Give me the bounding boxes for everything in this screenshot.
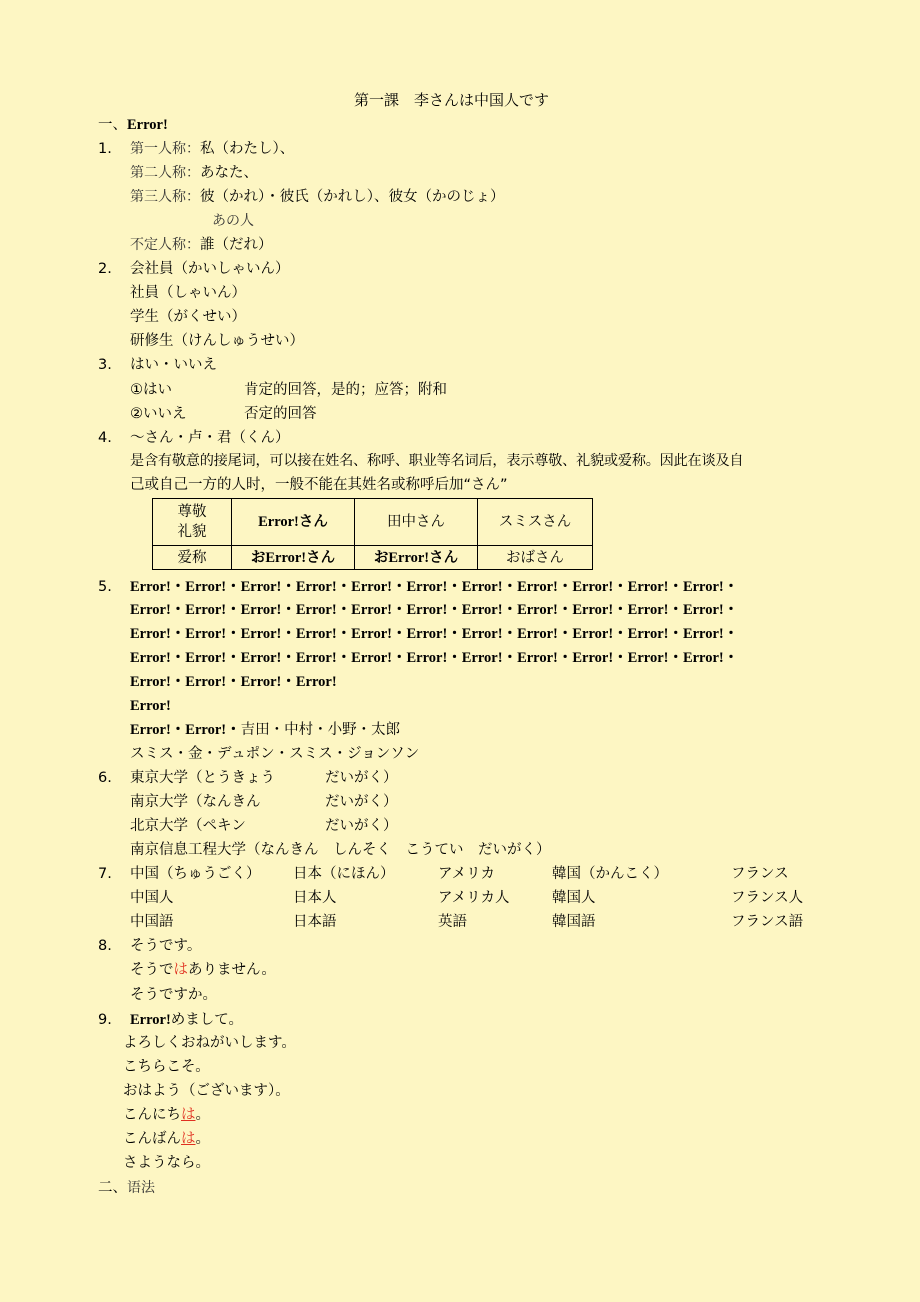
item-1-row-5 (130, 235, 273, 255)
pronoun-label: 不定人称： (130, 237, 200, 253)
item-4-heading: ～さん・卢・君（くん） (130, 430, 290, 446)
item-3-word-a: ①はい (130, 382, 172, 398)
item-4-number: 4. (98, 430, 112, 446)
item-5-line: Error!・Error!・Error!・Error!・Error!・Error!・Error!・Error!・Error!・Error!・Error!・ (130, 650, 739, 666)
item-1-row-1 (130, 139, 294, 159)
item-9-line (130, 1010, 243, 1030)
item-8-line: そうです。 (130, 938, 202, 954)
pronoun-text: あなた、 (200, 165, 258, 181)
nationality-word: 韓国人 (552, 890, 596, 906)
item-8-line: そうですか。 (130, 987, 217, 1003)
item-5-names: 吉田・中村・小野・太郎 (240, 722, 401, 738)
item-6-number: 6. (98, 770, 112, 786)
item-9-line (123, 1105, 210, 1125)
page-title: 第一課 李さんは中国人です (354, 91, 550, 109)
highlighted-particle: は (181, 1131, 196, 1147)
item-4-description: 己或自己一方的人时，一般不能在其姓名或称呼后加“さん” (130, 477, 508, 493)
item-3-word-b: ②いいえ (130, 406, 187, 422)
item-5-line: Error!・Error!・Error!・Error!・Error!・Error!・Error!・Error!・Error!・Error!・Error!・ (130, 626, 739, 642)
item-1-row-3 (130, 187, 505, 207)
item-9-line: おはよう（ございます）。 (123, 1083, 290, 1099)
table-row (153, 499, 593, 546)
table-cell-text: Error!さん (258, 514, 328, 530)
item-5-line: Error!・Error!・Error!・Error!・Error!・Error!・Error!・Error!・Error!・Error!・Error!・ (130, 579, 739, 595)
section-2-number: 二、 (98, 1180, 127, 1196)
item-4-description: 是含有敬意的接尾词，可以接在姓名、称呼、职业等名词后，表示尊敬、礼貌或爱称。因此在谈及自 (130, 453, 744, 469)
language-word: 日本語 (293, 914, 337, 930)
pronoun-text: 彼（かれ）・彼氏（かれし）、彼女（かのじょ） (200, 189, 505, 205)
table-cell: おばさん (478, 546, 593, 570)
pronoun-label: 第三人称： (130, 189, 200, 205)
university-name: 東京大学（とうきょう (130, 770, 275, 786)
item-9-text: めまして。 (170, 1012, 244, 1028)
item-9-line: さようなら。 (123, 1155, 210, 1171)
item-8-number: 8. (98, 938, 112, 954)
item-8-text: そうで (130, 962, 174, 978)
section-1-heading (98, 115, 168, 135)
item-2-line: 学生（がくせい） (130, 309, 246, 325)
section-2-heading (98, 1178, 155, 1198)
item-5-number: 5. (98, 579, 112, 595)
item-3-heading: はい・いいえ (130, 357, 217, 373)
pronoun-label: 第一人称： (130, 141, 200, 157)
table-cell-text: おError!さん (373, 549, 459, 566)
table-cell (232, 546, 355, 570)
item-9-line (123, 1129, 210, 1149)
item-9-text: 。 (195, 1131, 210, 1147)
item-5-line: Error!・Error!・Error!・Error! (130, 674, 337, 690)
item-5-line: Error! (130, 698, 171, 714)
highlighted-particle: は (181, 1107, 196, 1123)
item-2-line: 研修生（けんしゅうせい） (130, 333, 304, 349)
pronoun-text: 誰（だれ） (200, 237, 273, 253)
item-1-number: 1. (98, 141, 112, 157)
table-cell-text: おError!さん (250, 549, 336, 566)
language-word: 中国語 (130, 914, 174, 930)
section-2-label: 语法 (127, 1180, 155, 1196)
item-7-number: 7. (98, 866, 112, 882)
item-9-number: 9. (98, 1012, 112, 1028)
item-5-line (130, 720, 400, 740)
item-3-meaning-a: 肯定的回答，是的；应答；附和 (244, 382, 447, 398)
pronoun-text: 私（わたし）、 (200, 141, 295, 157)
language-word: 英語 (438, 914, 467, 930)
section-1-number: 一、 (98, 117, 127, 133)
item-9-text: こんにち (123, 1107, 181, 1123)
country-word: 日本（にほん） (293, 866, 395, 882)
country-word: 韓国（かんこく） (552, 866, 668, 882)
university-reading: だいがく） (325, 794, 398, 810)
table-cell: 爱称 (153, 546, 232, 570)
nationality-word: フランス人 (731, 890, 804, 906)
country-word: 中国（ちゅうごく） (130, 866, 261, 882)
item-2-line: 会社員（かいしゃいん） (130, 261, 290, 277)
university-name: 南京信息工程大学（なんきん しんそく こうてい だいがく） (130, 842, 551, 858)
item-5-line: Error!・Error!・Error!・Error!・Error!・Error!・Error!・Error!・Error!・Error!・Error!・ (130, 602, 739, 618)
item-9-line: こちらこそ。 (123, 1059, 210, 1075)
item-9-text: 。 (195, 1107, 210, 1123)
item-5-line: スミス・金・デュポン・スミス・ジョンソン (130, 746, 420, 762)
university-reading: だいがく） (325, 770, 398, 786)
item-8-text: ありません。 (188, 962, 276, 978)
item-5-error-text: Error!・Error!・ (130, 722, 241, 738)
language-word: フランス語 (731, 914, 804, 930)
item-9-line: よろしくおねがいします。 (123, 1035, 296, 1051)
table-row (153, 546, 593, 570)
honorific-table (152, 498, 593, 570)
nationality-word: 中国人 (130, 890, 174, 906)
university-name: 北京大学（ペキン (130, 818, 246, 834)
item-2-line: 社員（しゃいん） (130, 285, 246, 301)
section-1-label: Error! (127, 117, 168, 133)
table-cell: スミスさん (478, 499, 593, 546)
nationality-word: アメリカ人 (438, 890, 510, 906)
nationality-word: 日本人 (293, 890, 337, 906)
table-cell: 田中さん (355, 499, 478, 546)
university-name: 南京大学（なんきん (130, 794, 261, 810)
highlighted-particle: は (173, 962, 188, 978)
item-9-error-text: Error! (130, 1012, 171, 1028)
country-word: アメリカ (438, 866, 495, 882)
item-3-meaning-b: 否定的回答 (244, 406, 317, 422)
item-8-line (130, 960, 276, 980)
item-3-number: 3. (98, 357, 112, 373)
country-word: フランス (731, 866, 789, 882)
university-reading: だいがく） (325, 818, 398, 834)
language-word: 韓国語 (552, 914, 596, 930)
item-1-row-2 (130, 163, 258, 183)
pronoun-label: 第二人称： (130, 165, 200, 181)
table-cell (355, 546, 478, 570)
item-2-number: 2. (98, 261, 112, 277)
item-1-row-4: あの人 (212, 213, 254, 229)
table-cell: 尊敬 礼貌 (153, 499, 232, 546)
table-cell (232, 499, 355, 546)
item-9-text: こんばん (123, 1131, 181, 1147)
